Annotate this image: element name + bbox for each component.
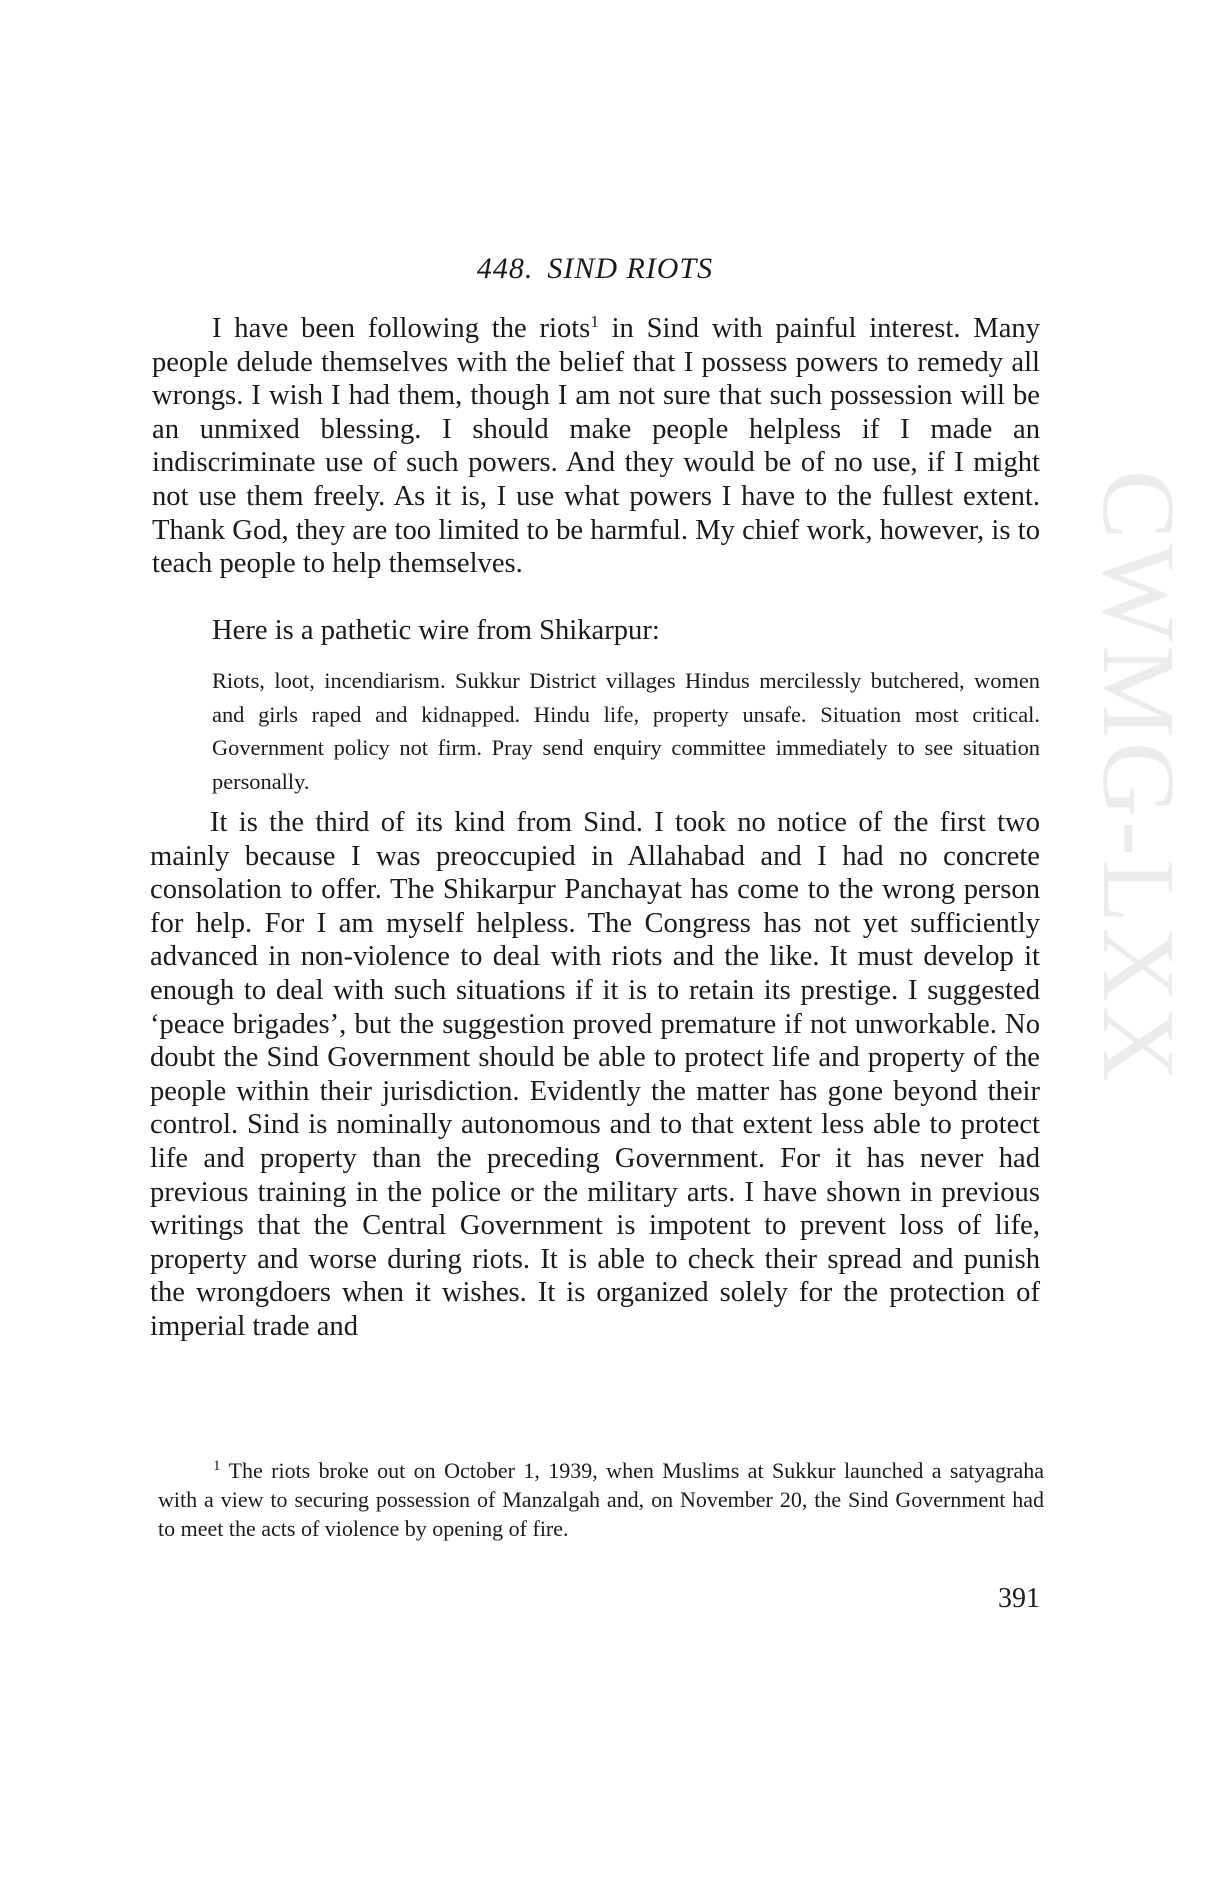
paragraph-1-start: I have been following the riots <box>212 313 591 344</box>
footnote-marker: 1 <box>213 1458 221 1474</box>
article-title: SIND RIOTS <box>547 252 714 285</box>
article-heading <box>150 252 1040 286</box>
paragraph-2: Here is a pathetic wire from Shikarpur: <box>212 615 660 646</box>
footnote <box>158 1456 1044 1543</box>
telegram-quote: Riots, loot, incendiarism. Sukkur District villages Hindus mercilessly butchered, women and girls raped and kidnapped. Hindu life, property unsafe. Situation most critical. Government policy not firm. Pray send enquiry committee immediately to see situation personally. <box>212 668 1040 794</box>
article-number: 448. <box>476 252 534 285</box>
paragraph-3: It is the third of its kind from Sind. I took no notice of the first two mainly because I was preoccupied in Allahabad and I had no concrete consolation to offer. The Shikarpur Panchayat has come to the wrong person for help. For I am myself helpless. The Congress has not yet sufficiently advanced in non-violence to deal with riots and the like. It must develop it enough to deal with such situations if it is to retain its prestige. I suggested ‘peace brigades’, but the suggestion proved premature if not unworkable. No doubt the Sind Government should be able to protect life and property of the people within their jurisdiction. Evidently the matter has gone beyond their control. Sind is nominally autonomous and to that extent less able to protect life and property than the preceding Government. For it has never had previous training in the police or the military arts. I have shown in previous writings that the Central Government is impotent to prevent loss of life, property and worse during riots. It is able to check their spread and punish the wrongdoers when it wishes. It is organized solely for the protection of imperial trade and <box>150 807 1040 1342</box>
footnote-reference: 1 <box>590 312 599 331</box>
paragraph-1 <box>152 312 1040 581</box>
page-number: 391 <box>998 1583 1040 1614</box>
paragraph-1-rest: in Sind with painful interest. Many people delude themselves with the belief that I possess powers to remedy all wrongs. I wish I had them, though I am not sure that such possession will be an unmixed blessing. I should make people helpless if I made an indiscriminate use of such powers. And they would be of no use, if I might not use them freely. As it is, I use what powers I have to the fullest extent. Thank God, they are too limited to be harmful. My chief work, however, is to teach people to help themselves. <box>152 313 1040 580</box>
watermark: CWMG-LXX <box>1081 470 1196 1086</box>
footnote-text: The riots broke out on October 1, 1939, when Muslims at Sukkur launched a satyagraha with a view to securing possession of Manzalgah and, on November 20, the Sind Government had to meet the acts of violence by opening of fire. <box>158 1458 1044 1541</box>
